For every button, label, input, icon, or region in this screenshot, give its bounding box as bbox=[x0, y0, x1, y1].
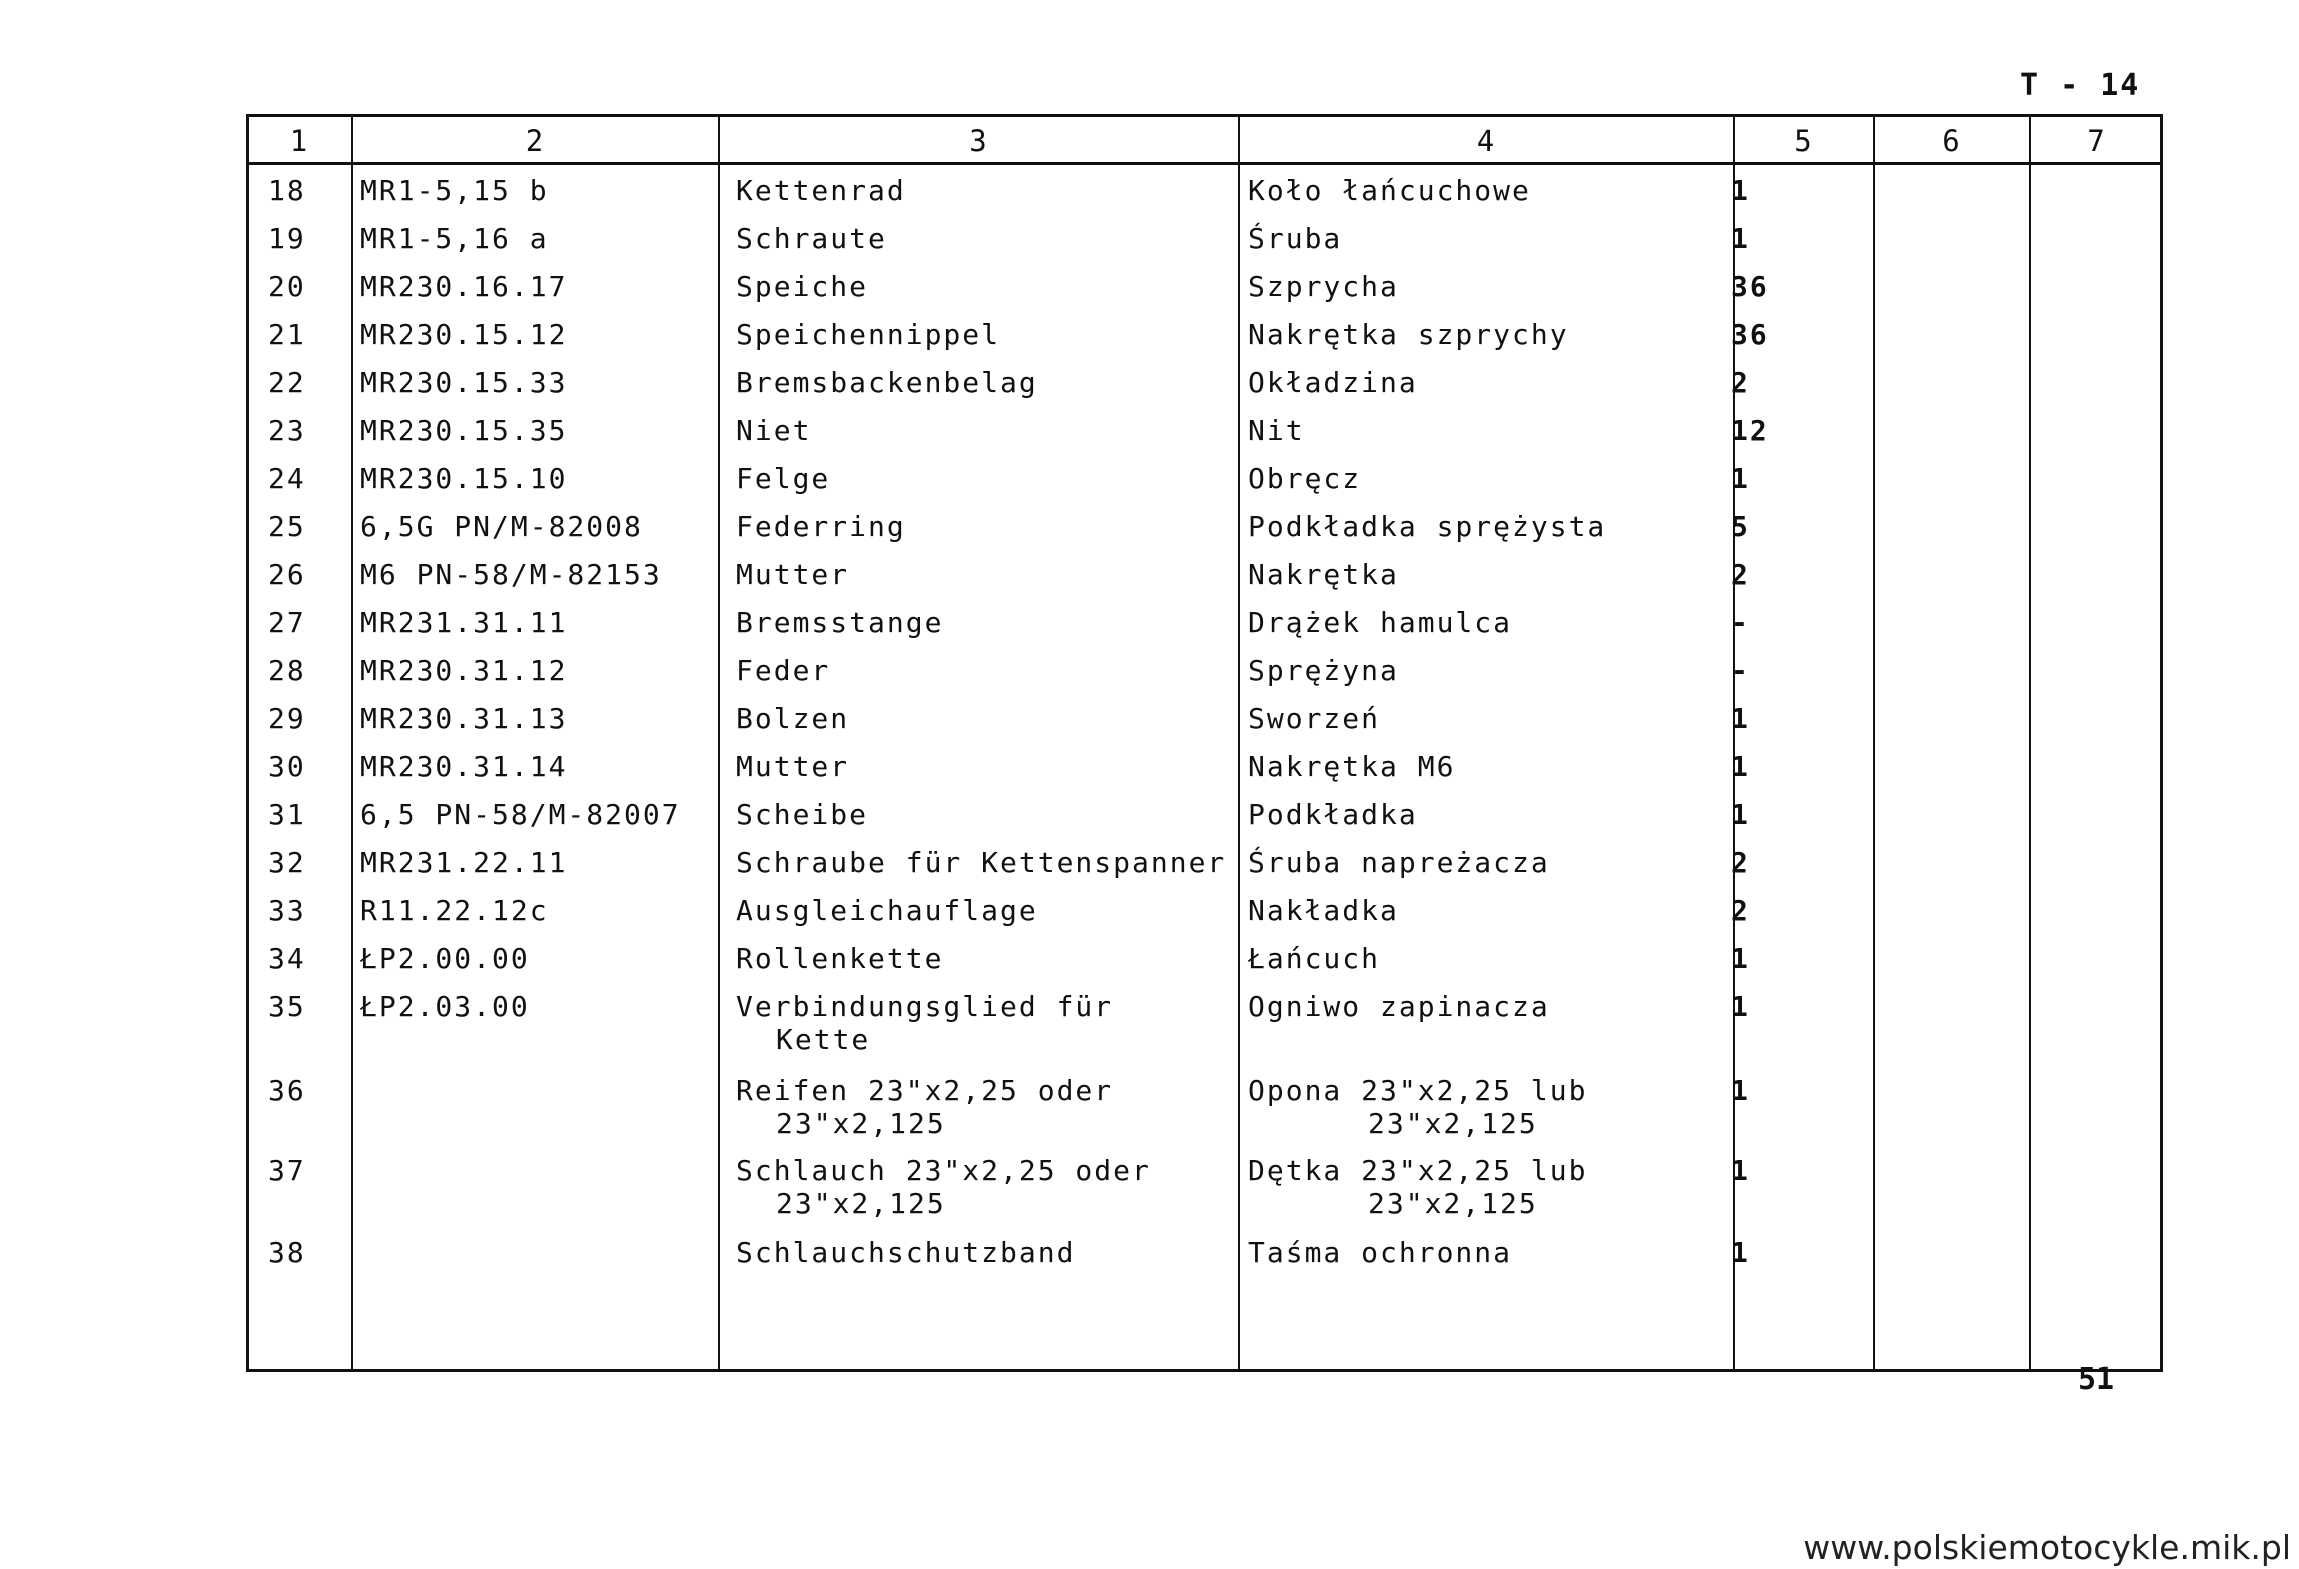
part-name-german bbox=[736, 318, 1000, 351]
part-name-german-line1: Feder bbox=[736, 654, 831, 687]
part-name-polish bbox=[1248, 702, 1380, 735]
part-name-german-line1: Mutter bbox=[736, 558, 850, 591]
quantity: 1 bbox=[1731, 1074, 1750, 1107]
part-name-polish-line1: Taśma ochronna bbox=[1248, 1236, 1513, 1269]
part-name-german-line1: Ausgleichauflage bbox=[736, 894, 1038, 927]
quantity: 1 bbox=[1731, 750, 1750, 783]
part-name-polish-line1: Śruba bbox=[1248, 222, 1343, 255]
quantity: 1 bbox=[1731, 942, 1750, 975]
part-name-polish-line1: Nakrętka szprychy bbox=[1248, 318, 1569, 351]
part-name-polish-line1: Koło łańcuchowe bbox=[1248, 174, 1531, 207]
part-name-polish bbox=[1248, 366, 1418, 399]
part-name-german bbox=[736, 222, 887, 255]
column-header-5: 5 bbox=[1794, 124, 1812, 158]
part-name-german-line1: Niet bbox=[736, 414, 812, 447]
part-name-german-line1: Bolzen bbox=[736, 702, 850, 735]
part-name-polish bbox=[1248, 1236, 1512, 1269]
part-name-german bbox=[736, 654, 830, 687]
part-number: MR230.31.13 bbox=[360, 702, 568, 735]
part-name-polish bbox=[1248, 414, 1368, 447]
row-number: 18 bbox=[268, 174, 306, 207]
quantity: 2 bbox=[1731, 894, 1750, 927]
row-number: 32 bbox=[268, 846, 306, 879]
page-number: 51 bbox=[2078, 1362, 2115, 1397]
part-name-german bbox=[736, 414, 811, 447]
part-number: MR230.31.14 bbox=[360, 750, 568, 783]
part-name-polish-line1: Łańcuch bbox=[1248, 942, 1381, 975]
quantity: 36 bbox=[1731, 318, 1769, 351]
parts-table bbox=[246, 114, 2163, 1372]
row-number: 36 bbox=[268, 1074, 306, 1107]
part-name-german bbox=[736, 462, 830, 495]
part-name-polish-line1: Nakrętka bbox=[1248, 558, 1399, 591]
row-number: 28 bbox=[268, 654, 306, 687]
part-name-polish-line1: Nit bbox=[1248, 414, 1305, 447]
part-name-german-line1: Speichennippel bbox=[736, 318, 1001, 351]
part-name-german bbox=[736, 798, 868, 831]
part-name-german-line1: Scheibe bbox=[736, 798, 869, 831]
part-number: R11.22.12c bbox=[360, 894, 549, 927]
part-name-polish bbox=[1248, 1154, 1587, 1220]
quantity: 12 bbox=[1731, 414, 1769, 447]
part-name-polish-line1: Nakrętka M6 bbox=[1248, 750, 1456, 783]
quantity: 1 bbox=[1731, 222, 1750, 255]
part-name-german-line1: Federring bbox=[736, 510, 906, 543]
quantity: - bbox=[1731, 606, 1750, 639]
part-name-polish-line1: Obręcz bbox=[1248, 462, 1362, 495]
part-name-polish bbox=[1248, 174, 1531, 207]
part-name-german-line1: Bremsbackenbelag bbox=[736, 366, 1038, 399]
column-header-1: 1 bbox=[289, 124, 308, 158]
quantity: 1 bbox=[1731, 798, 1750, 831]
part-name-german-line1: Rollenkette bbox=[736, 942, 944, 975]
row-number: 37 bbox=[268, 1154, 306, 1187]
column-header-7: 7 bbox=[2087, 124, 2105, 158]
part-name-polish-line1: Opona 23"x2,25 lub bbox=[1248, 1074, 1588, 1107]
row-number: 34 bbox=[268, 942, 306, 975]
quantity: 1 bbox=[1731, 462, 1750, 495]
column-divider bbox=[718, 114, 720, 1372]
row-number: 20 bbox=[268, 270, 306, 303]
part-name-polish-line1: Szprycha bbox=[1248, 270, 1399, 303]
quantity: 2 bbox=[1731, 366, 1750, 399]
part-name-polish-line1: Sprężyna bbox=[1248, 654, 1399, 687]
part-number: MR230.15.12 bbox=[360, 318, 568, 351]
part-name-german bbox=[736, 894, 1038, 927]
website-watermark: www.polskiemotocykle.mik.pl bbox=[1803, 1528, 2291, 1567]
part-name-polish bbox=[1248, 894, 1399, 927]
part-name-german bbox=[736, 846, 1226, 879]
part-name-german-line2: 23"x2,125 bbox=[776, 1187, 946, 1220]
part-name-german-line1: Schraube für Kettenspanner bbox=[736, 846, 1227, 879]
part-number: 6,5G PN/M-82008 bbox=[360, 510, 643, 543]
part-name-german-line2: Kette bbox=[776, 1023, 871, 1056]
quantity: - bbox=[1731, 654, 1750, 687]
part-name-german-line1: Verbindungsglied für bbox=[736, 990, 1114, 1023]
part-name-german bbox=[736, 366, 1038, 399]
part-number: MR1-5,16 a bbox=[360, 222, 549, 255]
part-name-polish bbox=[1248, 222, 1368, 255]
quantity: 36 bbox=[1731, 270, 1769, 303]
row-number: 38 bbox=[268, 1236, 306, 1269]
header-separator bbox=[246, 162, 2163, 165]
part-name-german-line1: Kettenrad bbox=[736, 174, 906, 207]
part-name-german-line1: Schlauch 23"x2,25 oder bbox=[736, 1154, 1151, 1187]
quantity: 1 bbox=[1731, 702, 1750, 735]
part-name-polish-line1: Nakładka bbox=[1248, 894, 1399, 927]
part-number: MR230.31.12 bbox=[360, 654, 568, 687]
column-divider bbox=[351, 114, 353, 1372]
part-name-german-line1: Reifen 23"x2,25 oder bbox=[736, 1074, 1114, 1107]
part-name-polish bbox=[1248, 846, 1550, 879]
part-number: MR231.31.11 bbox=[360, 606, 568, 639]
part-name-polish bbox=[1248, 942, 1380, 975]
row-number: 25 bbox=[268, 510, 306, 543]
part-name-german-line1: Speiche bbox=[736, 270, 869, 303]
column-divider bbox=[1873, 114, 1875, 1372]
part-name-polish-line1: Drążek hamulca bbox=[1248, 606, 1513, 639]
quantity: 2 bbox=[1731, 558, 1750, 591]
quantity: 5 bbox=[1731, 510, 1750, 543]
column-header-3: 3 bbox=[969, 124, 987, 158]
part-name-german bbox=[736, 1236, 1075, 1269]
part-number: M6 PN-58/M-82153 bbox=[360, 558, 662, 591]
quantity: 1 bbox=[1731, 990, 1750, 1023]
part-name-german bbox=[736, 558, 849, 591]
part-name-polish bbox=[1248, 606, 1512, 639]
part-number: MR231.22.11 bbox=[360, 846, 568, 879]
column-divider bbox=[2029, 114, 2031, 1372]
part-name-german bbox=[736, 174, 906, 207]
part-name-german bbox=[736, 606, 943, 639]
part-name-polish bbox=[1248, 510, 1606, 543]
part-number: MR230.15.35 bbox=[360, 414, 568, 447]
part-name-polish bbox=[1248, 798, 1418, 831]
row-number: 19 bbox=[268, 222, 306, 255]
part-name-polish-line2: 23"x2,125 bbox=[1368, 1187, 1538, 1220]
quantity: 1 bbox=[1731, 174, 1750, 207]
part-name-german-line1: Bremsstange bbox=[736, 606, 944, 639]
part-name-polish-line2: 23"x2,125 bbox=[1368, 1107, 1538, 1140]
part-name-german-line1: Schraute bbox=[736, 222, 887, 255]
part-name-polish bbox=[1248, 1074, 1587, 1140]
part-name-polish bbox=[1248, 654, 1399, 687]
part-name-german bbox=[736, 270, 868, 303]
part-name-polish bbox=[1248, 990, 1550, 1023]
part-name-german-line2: 23"x2,125 bbox=[776, 1107, 946, 1140]
part-name-polish-line1: Sworzeń bbox=[1248, 702, 1381, 735]
part-name-german bbox=[736, 1074, 1113, 1140]
part-name-german bbox=[736, 750, 849, 783]
row-number: 24 bbox=[268, 462, 306, 495]
part-name-german-line1: Felge bbox=[736, 462, 831, 495]
row-number: 22 bbox=[268, 366, 306, 399]
part-number: MR1-5,15 b bbox=[360, 174, 549, 207]
part-name-german-line1: Schlauchschutzband bbox=[736, 1236, 1076, 1269]
part-number: ŁP2.03.00 bbox=[360, 990, 530, 1023]
row-number: 21 bbox=[268, 318, 306, 351]
part-number: MR230.15.33 bbox=[360, 366, 568, 399]
row-number: 29 bbox=[268, 702, 306, 735]
row-number: 31 bbox=[268, 798, 306, 831]
part-name-german bbox=[736, 702, 849, 735]
part-name-polish bbox=[1248, 750, 1455, 783]
part-name-german bbox=[736, 510, 906, 543]
document-code: T - 14 bbox=[2020, 68, 2141, 103]
part-name-polish-line1: Dętka 23"x2,25 lub bbox=[1248, 1154, 1588, 1187]
row-number: 33 bbox=[268, 894, 306, 927]
part-name-polish-line1: Śruba napreżacza bbox=[1248, 846, 1550, 879]
column-header-2: 2 bbox=[525, 124, 544, 158]
row-number: 30 bbox=[268, 750, 306, 783]
part-number: 6,5 PN-58/M-82007 bbox=[360, 798, 681, 831]
part-name-polish-line1: Ogniwo zapinacza bbox=[1248, 990, 1550, 1023]
column-divider bbox=[1238, 114, 1240, 1372]
part-name-german-line1: Mutter bbox=[736, 750, 850, 783]
part-name-german bbox=[736, 942, 943, 975]
part-name-polish bbox=[1248, 558, 1399, 591]
part-name-polish bbox=[1248, 318, 1569, 351]
row-number: 35 bbox=[268, 990, 306, 1023]
quantity: 2 bbox=[1731, 846, 1750, 879]
part-number: MR230.16.17 bbox=[360, 270, 568, 303]
part-name-polish-line1: Okładzina bbox=[1248, 366, 1418, 399]
part-number: MR230.15.10 bbox=[360, 462, 568, 495]
quantity: 1 bbox=[1731, 1154, 1750, 1187]
part-name-polish-line1: Podkładka bbox=[1248, 798, 1418, 831]
part-name-german bbox=[736, 990, 1113, 1056]
column-header-4: 4 bbox=[1476, 124, 1495, 158]
part-name-polish bbox=[1248, 270, 1399, 303]
row-number: 26 bbox=[268, 558, 306, 591]
row-number: 23 bbox=[268, 414, 306, 447]
part-name-german bbox=[736, 1154, 1151, 1220]
part-name-polish-line1: Podkładka sprężysta bbox=[1248, 510, 1607, 543]
row-number: 27 bbox=[268, 606, 306, 639]
part-name-polish bbox=[1248, 462, 1368, 495]
column-header-6: 6 bbox=[1942, 124, 1960, 158]
part-number: ŁP2.00.00 bbox=[360, 942, 530, 975]
quantity: 1 bbox=[1731, 1236, 1750, 1269]
